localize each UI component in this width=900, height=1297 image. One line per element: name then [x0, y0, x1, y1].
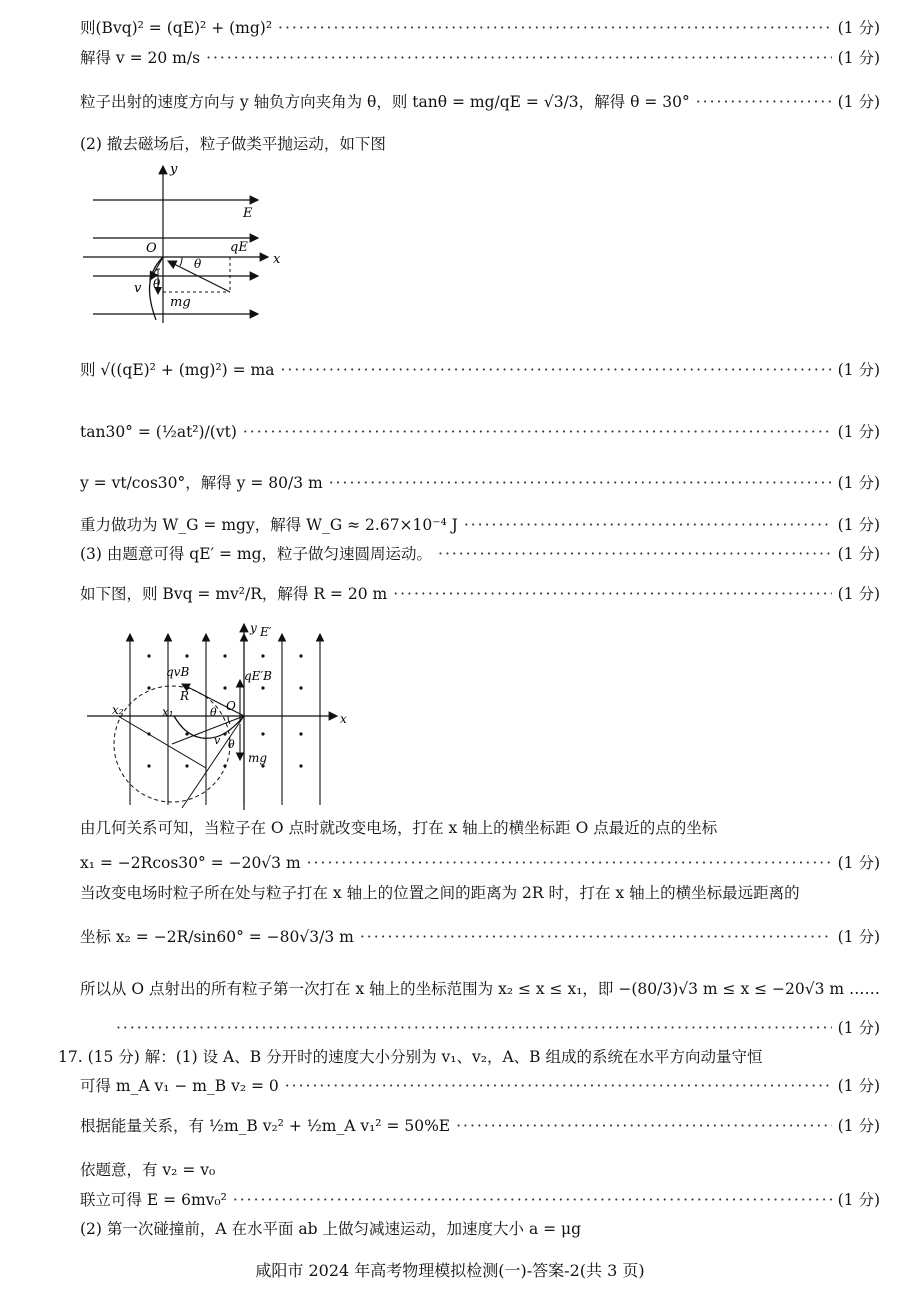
leader-dots: [696, 92, 832, 112]
answer-line: [80, 134, 880, 154]
line-text: 当改变电场时粒子所在处与粒子打在 x 轴上的位置之间的距离为 2R 时，打在 x 轴上的横坐标最远距离的: [80, 884, 800, 902]
line-text: (3) 由题意可得 qE′ = mg，粒子做匀速圆周运动。: [80, 545, 433, 563]
label: θ: [194, 257, 202, 271]
leader-dots: [243, 422, 832, 442]
answer-line: [80, 1219, 880, 1239]
label: x: [273, 252, 281, 267]
line-score: (1 分): [837, 474, 880, 492]
line-text: 粒子出射的速度方向与 y 轴负方向夹角为 θ，则 tanθ = mg/qE = √3/3，解得 θ = 30°: [80, 93, 690, 111]
line-text: 联立可得 E = 6mv₀²: [80, 1191, 227, 1209]
answer-line: [80, 979, 880, 999]
line-text: 解得 v = 20 m/s: [80, 49, 201, 67]
line-text: x₁ = −2Rcos30° = −20√3 m: [80, 854, 301, 872]
label: mg: [170, 295, 191, 310]
answer-line: [80, 818, 880, 838]
line-text: 17. (15 分) 解：(1) 设 A、B 分开时的速度大小分别为 v₁、v₂，A、B 组成的系统在水平方向动量守恒: [58, 1048, 763, 1066]
label: mg: [248, 751, 268, 765]
label: E′: [260, 625, 272, 639]
leader-dots: [464, 515, 832, 535]
leader-dots: [206, 48, 832, 68]
leader-dots: [233, 1190, 832, 1210]
leader-dots: [281, 360, 832, 380]
label: θ: [153, 277, 161, 291]
line-score: (1 分): [837, 93, 880, 111]
label: qE: [230, 240, 248, 255]
line-score: (1 分): [837, 854, 880, 872]
answer-line: [80, 927, 880, 947]
line-score: (1 分): [837, 516, 880, 534]
leader-dots: [456, 1116, 831, 1136]
line-score: (1 分): [837, 361, 880, 379]
label: O: [146, 241, 157, 256]
answer-line: [80, 1190, 880, 1210]
leader-dots: [285, 1076, 832, 1096]
label: x: [340, 712, 347, 726]
label: y: [250, 621, 257, 635]
label: x₁: [162, 705, 174, 719]
line-score: (1 分): [837, 1191, 880, 1209]
line-text: 则(Bvq)² = (qE)² + (mg)²: [80, 19, 273, 37]
answer-line: [80, 360, 880, 380]
answer-line: [80, 853, 880, 873]
line-text: y = vt/cos30°，解得 y = 80/3 m: [80, 474, 323, 492]
answer-line: [80, 473, 880, 493]
line-score: (1 分): [837, 19, 880, 37]
label: R: [180, 689, 190, 703]
angle-arc: [228, 716, 230, 724]
line-score: (1 分): [837, 1077, 880, 1095]
leader-dots: [307, 853, 832, 873]
answer-line: [58, 1047, 880, 1067]
line-text: 则 √((qE)² + (mg)²) = ma: [80, 361, 275, 379]
label: qE′B: [244, 669, 272, 683]
answer-line: [80, 544, 880, 564]
line-text: 坐标 x₂ = −2R/sin60° = −80√3/3 m: [80, 928, 354, 946]
answer-line: [80, 18, 880, 38]
label: E: [243, 206, 253, 221]
line-text: tan30° = (½at²)/(vt): [80, 423, 237, 441]
leader-dots: [393, 584, 831, 604]
answer-line: [80, 515, 880, 535]
line-score: (1 分): [837, 1117, 880, 1135]
label: y: [170, 162, 178, 177]
line-score: (1 分): [837, 1019, 880, 1037]
line-text: 由几何关系可知，当粒子在 O 点时就改变电场，打在 x 轴上的横坐标距 O 点最近的点的坐标: [80, 819, 718, 837]
line-score: (1 分): [837, 49, 880, 67]
answer-line: [80, 1076, 880, 1096]
line-score: (1 分): [837, 545, 880, 563]
page-footer: 咸阳市 2024 年高考物理模拟检测(一)-答案-2(共 3 页): [255, 1261, 645, 1280]
line-score: (1 分): [837, 585, 880, 603]
label: θ: [210, 706, 217, 719]
line-text: 依题意，有 v₂ = v₀: [80, 1161, 216, 1179]
leader-dots: [116, 1018, 832, 1038]
answer-line: [80, 883, 880, 903]
answer-line: [80, 1116, 880, 1136]
answer-line: [80, 422, 880, 442]
projectile-diagram: [78, 158, 288, 323]
circular-motion-diagram: [82, 620, 352, 815]
label: qvB: [166, 665, 190, 679]
line-text: (2) 第一次碰撞前，A 在水平面 ab 上做匀减速运动，加速度大小 a = μg: [80, 1220, 582, 1238]
line-text: 如下图，则 Bvq = mv²/R，解得 R = 20 m: [80, 585, 388, 603]
label: O: [226, 699, 236, 713]
answer-line: [80, 1018, 880, 1038]
line-text: (2) 撤去磁场后，粒子做类平抛运动，如下图: [80, 135, 386, 153]
line-score: (1 分): [837, 423, 880, 441]
label: x₂: [112, 703, 124, 717]
label: v: [214, 734, 221, 747]
answer-line: [80, 48, 880, 68]
leader-dots: [438, 544, 832, 564]
answer-line: [80, 1160, 880, 1180]
line-text: 根据能量关系，有 ½m_B v₂² + ½m_A v₁² = 50%E: [80, 1117, 451, 1135]
label: θ: [228, 738, 235, 751]
tangent-line: [182, 716, 244, 808]
line-text: 重力做功为 W_G = mgy，解得 W_G ≈ 2.67×10⁻⁴ J: [80, 516, 458, 534]
leader-dots: [329, 473, 832, 493]
line-score: (1 分): [837, 928, 880, 946]
trajectory-arc: [174, 716, 244, 738]
leader-dots: [360, 927, 832, 947]
answer-line: [80, 92, 880, 112]
label: v: [134, 281, 142, 296]
leader-dots: [278, 18, 832, 38]
angle-arc: [180, 257, 182, 266]
line-text: 可得 m_A v₁ − m_B v₂ = 0: [80, 1077, 279, 1095]
line-text: 所以从 O 点射出的所有粒子第一次打在 x 轴上的坐标范围为 x₂ ≤ x ≤ x₁，即 −(80/3)√3 m ≤ x ≤ −20√3 m ……: [80, 980, 881, 998]
answer-line: [80, 584, 880, 604]
chord-line: [118, 716, 206, 768]
